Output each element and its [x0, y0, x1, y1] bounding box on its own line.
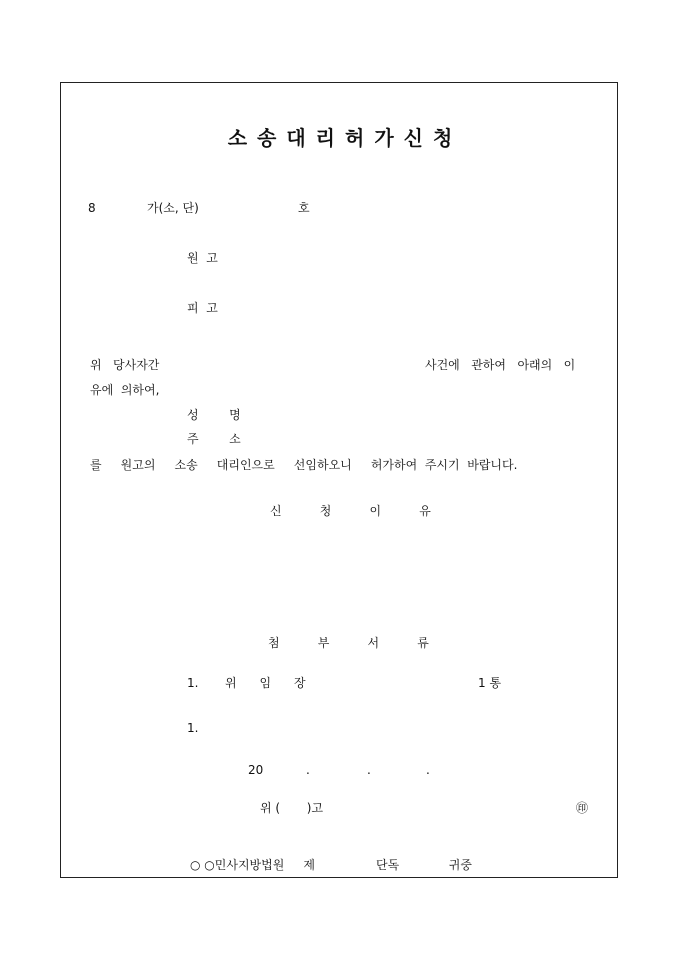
case-suffix: 호 — [298, 201, 310, 215]
agent-name-label: 성 명 — [187, 408, 241, 422]
date-year: 20 — [248, 763, 264, 777]
attachment-2-num: 1. — [187, 721, 199, 735]
plaintiff-label: 원 고 — [187, 251, 218, 265]
body-line3: 를 원고의 소송 대리인으로 선임하오니 허가하여 주시기 바랍니다. — [90, 458, 518, 472]
date-dot-3: . — [426, 763, 430, 777]
date-dot-1: . — [306, 763, 310, 777]
attachment-1-num: 1. — [187, 676, 199, 690]
body-line2: 유에 의하여, — [90, 383, 160, 397]
case-type: 가(소, 단) — [147, 201, 199, 215]
court-line: ○ ○민사지방법원 제 단독 귀중 — [190, 858, 472, 872]
attachments-heading: 첨 부 서 류 — [268, 636, 429, 650]
body-line1-suffix: 사건에 관하여 아래의 이 — [425, 358, 576, 372]
document-title: 소송대리허가신청 — [227, 126, 463, 150]
attachment-1-name: 위 임 장 — [225, 676, 306, 690]
signer-label: 위 ( )고 — [260, 801, 324, 815]
body-line1-prefix: 위 당사자간 — [90, 358, 160, 372]
document-frame — [60, 82, 618, 878]
attachment-1-qty: 1 통 — [478, 676, 502, 690]
defendant-label: 피 고 — [187, 301, 218, 315]
case-year: 8 — [88, 201, 96, 215]
seal-mark: ㊞ — [576, 801, 589, 815]
reason-heading: 신 청 이 유 — [270, 504, 431, 518]
date-dot-2: . — [367, 763, 371, 777]
agent-address-label: 주 소 — [187, 432, 241, 446]
